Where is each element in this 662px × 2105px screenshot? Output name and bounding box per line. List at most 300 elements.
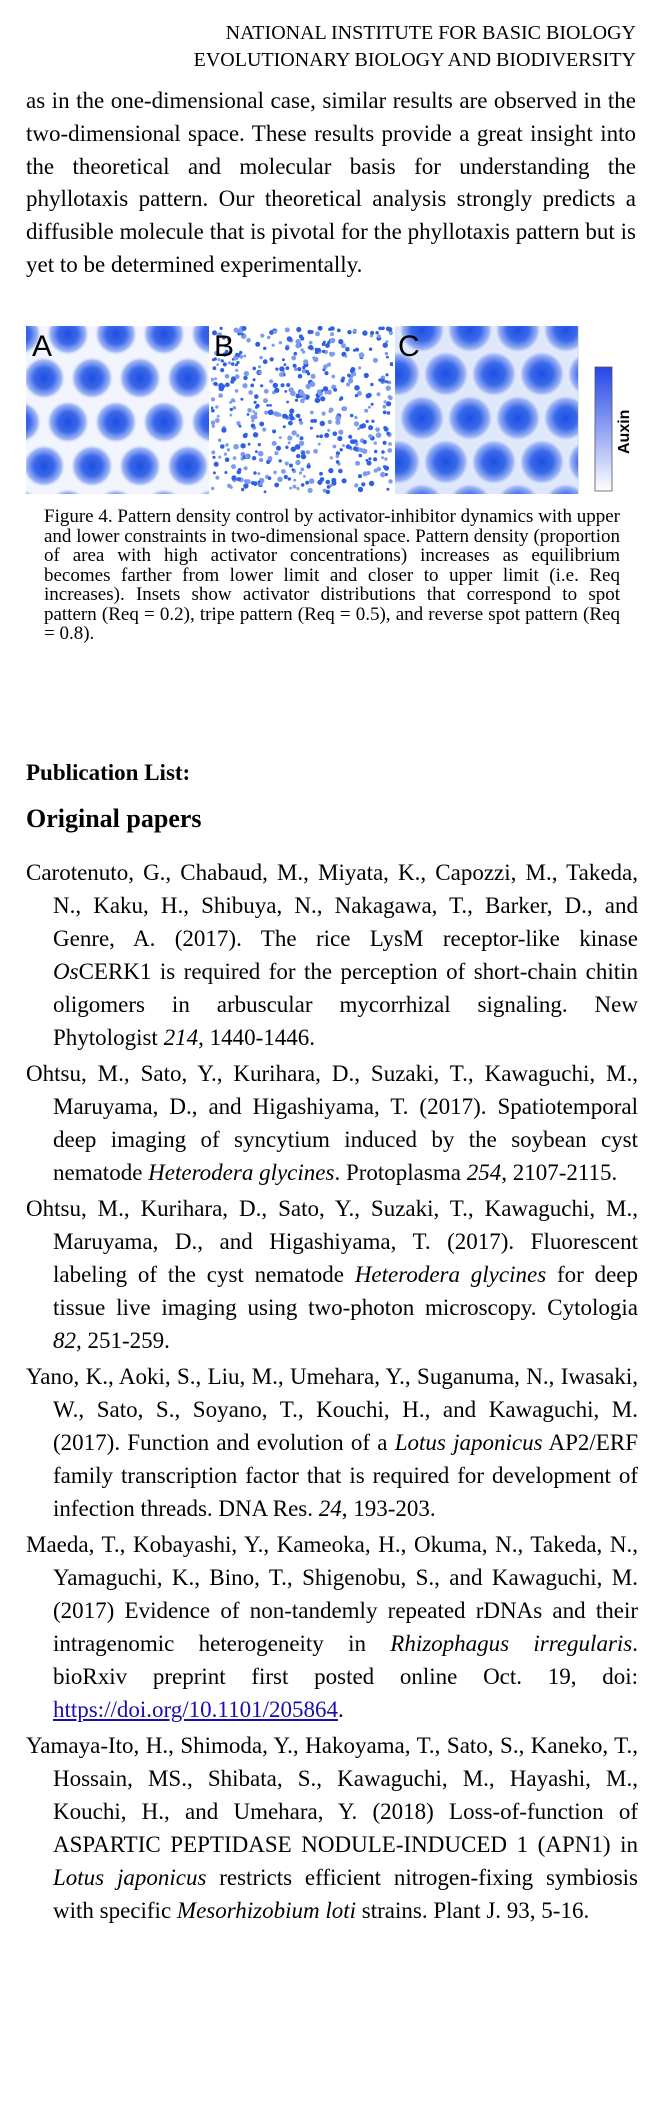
activator-dot	[317, 389, 322, 394]
reference-item: Yamaya-Ito, H., Shimoda, Y., Hakoyama, T., Sato, S., Kaneko, T., Hossain, MS., Shibata, S., Kawaguchi, M., Hayashi, M., Kouchi, H., and Umehara, Y. (2018) Loss-of-function of ASPARTIC PEPTIDASE NODULE-INDUCED 1 (APN1) in Lotus japonicus restricts efficient nitrogen-fixing symbiosis with specific Mesorhizobium loti strains. Plant J. 93, 5-16.	[26, 1733, 638, 1923]
activator-dot	[370, 331, 374, 335]
activator-dot	[270, 357, 274, 361]
activator-dot	[285, 446, 288, 449]
activator-dot	[322, 350, 325, 353]
activator-dot	[292, 468, 295, 471]
publication-list-heading: Publication List:	[26, 760, 191, 785]
activator-dot	[330, 456, 333, 459]
activator-dot	[264, 411, 268, 415]
activator-dot	[242, 383, 247, 388]
activator-dot	[212, 456, 215, 459]
activator-dot	[306, 370, 310, 374]
activator-dot	[346, 444, 351, 449]
activator-dot	[299, 471, 302, 474]
activator-spot	[118, 444, 162, 488]
activator-dot	[308, 330, 312, 334]
activator-dot	[229, 486, 232, 489]
activator-dot	[268, 456, 273, 461]
activator-dot	[235, 369, 238, 372]
activator-dot	[383, 411, 387, 415]
activator-dot	[320, 396, 325, 401]
activator-dot	[235, 353, 239, 357]
activator-dot	[283, 425, 286, 428]
activator-dot	[310, 411, 314, 415]
activator-region	[398, 394, 446, 442]
activator-dot	[383, 465, 386, 468]
panel-b-stripe-pattern	[210, 326, 394, 494]
activator-dot	[245, 454, 250, 459]
activator-dot	[300, 337, 304, 341]
activator-dot	[254, 401, 257, 404]
activator-dot	[368, 457, 371, 460]
activator-dot	[242, 326, 247, 331]
activator-dot	[368, 425, 373, 430]
activator-dot	[247, 413, 250, 416]
activator-dot	[317, 480, 322, 485]
activator-dot	[313, 449, 318, 454]
activator-dot	[243, 355, 246, 358]
activator-dot	[296, 434, 299, 437]
activator-dot	[259, 422, 264, 427]
activator-dot	[255, 406, 258, 409]
activator-dot	[295, 399, 298, 402]
activator-dot	[311, 374, 316, 379]
activator-dot	[290, 391, 296, 397]
activator-dot	[385, 352, 388, 355]
activator-dot	[275, 412, 280, 417]
activator-dot	[387, 411, 390, 414]
activator-dot	[342, 406, 347, 411]
activator-dot	[341, 343, 346, 348]
activator-dot	[288, 441, 291, 444]
activator-dot	[298, 374, 303, 379]
activator-dot	[248, 390, 253, 395]
colorbar-label: Auxin	[616, 409, 633, 454]
activator-dot	[315, 348, 319, 352]
activator-dot	[272, 344, 275, 347]
activator-dot	[347, 330, 351, 334]
activator-dot	[301, 483, 305, 487]
activator-dot	[340, 396, 344, 400]
activator-dot	[255, 450, 258, 453]
activator-dot	[289, 408, 294, 413]
activator-dot	[211, 420, 216, 425]
reference-item: Ohtsu, M., Sato, Y., Kurihara, D., Suzaki, T., Kawaguchi, M., Maruyama, D., and Higashiyama, T. (2017). Spatiotemporal deep imaging of syncytium induced by the soybean cyst nematode Heterodera glycines. Protoplasma 254, 2107-2115.	[26, 1061, 638, 1185]
figure-caption: Figure 4. Pattern density control by activator-inhibitor dynamics with upper and lower constraints in two-dimensional space. Pattern density (proportion of area with high activator concentrations) increases as equilibrium becomes farther from lower limit and closer to upper limit (i.e. Req increases). Insets show activator distributions that correspond to spot pattern (Req = 0.2), tripe pattern (Req = 0.5), and reverse spot pattern (Req = 0.8).	[44, 506, 620, 644]
activator-dot	[244, 479, 248, 483]
activator-dot	[273, 471, 277, 475]
activator-dot	[309, 478, 315, 484]
activator-dot	[293, 479, 296, 482]
activator-dot	[285, 461, 289, 465]
activator-dot	[338, 339, 343, 344]
activator-dot	[350, 414, 354, 418]
activator-dot	[333, 388, 337, 392]
activator-dot	[322, 343, 326, 347]
activator-dot	[364, 409, 368, 413]
activator-dot	[354, 421, 359, 426]
activator-dot	[380, 472, 385, 477]
activator-dot	[367, 393, 372, 398]
activator-dot	[362, 330, 367, 335]
activator-dot	[381, 456, 384, 459]
activator-dot	[235, 389, 239, 393]
activator-dot	[277, 477, 282, 482]
activator-region	[422, 438, 470, 486]
activator-dot	[358, 366, 361, 369]
activator-region	[470, 438, 518, 486]
activator-dot	[386, 432, 390, 436]
activator-dot	[374, 469, 378, 473]
activator-dot	[316, 435, 319, 438]
activator-dot	[243, 376, 247, 380]
auxin-colorbar	[595, 367, 612, 491]
activator-dot	[385, 373, 388, 376]
activator-dot	[264, 389, 269, 394]
activator-dot	[387, 448, 392, 453]
activator-region	[518, 438, 566, 486]
activator-dot	[347, 374, 351, 378]
activator-dot	[386, 380, 389, 383]
activator-dot	[240, 443, 245, 448]
reference-item: Carotenuto, G., Chabaud, M., Miyata, K., Capozzi, M., Takeda, N., Kaku, H., Shibuya, N., Nakagawa, T., Barker, D., and Genre, A. (2017). The rice LysM receptor-like kinase OsCERK1 is required for the perception of short-chain chitin oligomers in arbuscular mycorrhizal signaling. New Phytologist 214, 1440-1446.	[26, 860, 638, 1050]
activator-dot	[218, 383, 224, 389]
activator-dot	[233, 444, 239, 450]
activator-dot	[326, 480, 331, 485]
activator-dot	[252, 456, 256, 460]
activator-dot	[340, 448, 343, 451]
activator-region	[422, 350, 470, 398]
activator-dot	[319, 434, 323, 438]
activator-dot	[233, 456, 237, 460]
activator-dot	[213, 471, 216, 474]
activator-spot	[166, 444, 210, 488]
activator-dot	[255, 342, 260, 347]
activator-dot	[214, 462, 219, 467]
activator-spot	[118, 356, 162, 400]
activator-dot	[376, 432, 382, 438]
activator-dot	[253, 471, 256, 474]
activator-dot	[225, 374, 230, 379]
activator-dot	[383, 405, 387, 409]
activator-dot	[326, 490, 330, 494]
activator-dot	[215, 418, 220, 423]
activator-dot	[354, 447, 358, 451]
activator-dot	[345, 347, 350, 352]
activator-dot	[253, 432, 258, 437]
activator-dot	[234, 328, 239, 333]
activator-dot	[301, 451, 305, 455]
activator-dot	[371, 420, 374, 423]
activator-dot	[330, 332, 334, 336]
activator-dot	[294, 367, 298, 371]
activator-dot	[279, 372, 284, 377]
activator-dot	[359, 454, 363, 458]
activator-dot	[384, 400, 387, 403]
activator-dot	[355, 461, 360, 466]
activator-dot	[276, 446, 281, 451]
header-division: EVOLUTIONARY BIOLOGY AND BIODIVERSITY	[193, 49, 636, 71]
activator-dot	[384, 427, 389, 432]
activator-dot	[375, 331, 378, 334]
activator-dot	[274, 388, 279, 393]
activator-dot	[225, 443, 229, 447]
activator-dot	[294, 352, 298, 356]
activator-dot	[322, 412, 326, 416]
activator-dot	[220, 368, 224, 372]
activator-dot	[361, 423, 366, 428]
activator-dot	[212, 425, 215, 428]
activator-dot	[239, 425, 242, 428]
activator-dot	[302, 350, 305, 353]
activator-dot	[336, 455, 340, 459]
activator-dot	[251, 424, 255, 428]
activator-dot	[253, 378, 256, 381]
activator-dot	[296, 414, 300, 418]
activator-dot	[230, 408, 233, 411]
activator-dot	[272, 429, 276, 433]
activator-dot	[381, 450, 385, 454]
activator-dot	[336, 460, 340, 464]
activator-dot	[289, 413, 293, 417]
activator-region	[446, 394, 494, 442]
activator-dot	[281, 469, 286, 474]
reference-item: Yano, K., Aoki, S., Liu, M., Umehara, Y., Suganuma, N., Iwasaki, W., Sato, S., Soyano, T., Kouchi, H., and Kawaguchi, M. (2017). Function and evolution of a Lotus japonicus AP2/ERF family transcription factor that is required for development of infection threads. DNA Res. 24, 193-203.	[26, 1364, 638, 1521]
activator-dot	[218, 393, 223, 398]
activator-dot	[383, 343, 388, 348]
activator-dot	[273, 383, 278, 388]
activator-dot	[286, 401, 289, 404]
activator-dot	[359, 352, 365, 358]
activator-dot	[363, 440, 367, 444]
activator-dot	[244, 371, 249, 376]
activator-dot	[289, 487, 292, 490]
activator-dot	[297, 367, 301, 371]
reference-list	[26, 856, 638, 1930]
activator-dot	[215, 476, 219, 480]
activator-dot	[260, 384, 263, 387]
header-institute: NATIONAL INSTITUTE FOR BASIC BIOLOGY	[225, 22, 636, 44]
activator-dot	[354, 483, 358, 487]
activator-dot	[386, 401, 391, 406]
activator-dot	[369, 481, 374, 486]
activator-dot	[267, 336, 270, 339]
activator-dot	[361, 482, 365, 486]
activator-dot	[257, 472, 260, 475]
activator-dot	[328, 420, 332, 424]
activator-dot	[247, 408, 252, 413]
activator-dot	[289, 464, 293, 468]
activator-dot	[355, 348, 359, 352]
reference-item: Ohtsu, M., Kurihara, D., Sato, Y., Suzaki, T., Kawaguchi, M., Maruyama, D., and Higashiyama, T. (2017). Fluorescent labeling of the cyst nematode Heterodera glycines for deep tissue live imaging using two-photon microscopy. Cytologia 82, 251-259.	[26, 1196, 638, 1353]
activator-dot	[235, 374, 240, 379]
activator-dot	[213, 366, 217, 370]
activator-dot	[231, 398, 235, 402]
activator-spot	[94, 400, 138, 444]
activator-dot	[227, 448, 230, 451]
activator-dot	[279, 459, 282, 462]
activator-dot	[342, 377, 346, 381]
activator-dot	[315, 398, 321, 404]
activator-dot	[306, 384, 311, 389]
activator-dot	[291, 430, 296, 435]
doi-link[interactable]: https://doi.org/10.1101/205864	[53, 1697, 338, 1722]
activator-dot	[213, 382, 217, 386]
activator-dot	[323, 386, 328, 391]
activator-dot	[279, 341, 282, 344]
activator-dot	[258, 451, 264, 457]
activator-dot	[262, 428, 266, 432]
activator-dot	[260, 334, 264, 338]
activator-dot	[355, 443, 358, 446]
activator-dot	[373, 358, 378, 363]
activator-spot	[70, 444, 114, 488]
activator-dot	[335, 415, 341, 421]
activator-dot	[244, 466, 248, 470]
activator-dot	[357, 391, 362, 396]
activator-dot	[288, 421, 293, 426]
activator-dot	[374, 450, 377, 453]
activator-dot	[284, 475, 288, 479]
activator-dot	[319, 472, 323, 476]
activator-dot	[279, 366, 284, 371]
activator-dot	[368, 406, 371, 409]
activator-dot	[237, 470, 241, 474]
activator-dot	[252, 367, 256, 371]
activator-dot	[330, 353, 334, 357]
activator-dot	[300, 468, 304, 472]
activator-dot	[269, 379, 273, 383]
activator-dot	[388, 327, 393, 332]
activator-dot	[302, 366, 305, 369]
activator-dot	[214, 377, 217, 380]
activator-dot	[366, 420, 369, 423]
activator-dot	[264, 490, 267, 493]
activator-dot	[258, 365, 261, 368]
activator-dot	[377, 334, 381, 338]
activator-dot	[239, 355, 243, 359]
activator-dot	[291, 356, 296, 361]
activator-dot	[378, 327, 382, 331]
activator-dot	[224, 453, 227, 456]
activator-dot	[377, 392, 381, 396]
activator-dot	[251, 419, 254, 422]
activator-dot	[303, 475, 306, 478]
activator-dot	[369, 348, 372, 351]
activator-dot	[308, 345, 313, 350]
activator-dot	[324, 371, 328, 375]
activator-dot	[269, 404, 272, 407]
activator-dot	[241, 488, 244, 491]
activator-dot	[259, 356, 263, 360]
activator-dot	[300, 436, 304, 440]
activator-dot	[231, 464, 236, 469]
activator-dot	[324, 433, 329, 438]
activator-dot	[329, 470, 332, 473]
activator-dot	[288, 477, 291, 480]
activator-dot	[309, 341, 313, 345]
activator-dot	[295, 460, 300, 465]
activator-region	[518, 350, 566, 398]
activator-dot	[331, 375, 335, 379]
activator-dot	[244, 433, 248, 437]
panel-label-a: A	[32, 330, 53, 363]
activator-dot	[248, 443, 251, 446]
activator-spot	[70, 356, 114, 400]
activator-dot	[233, 406, 237, 410]
activator-dot	[313, 357, 318, 362]
activator-dot	[254, 394, 259, 399]
activator-dot	[224, 471, 227, 474]
activator-dot	[268, 410, 273, 415]
activator-dot	[338, 430, 343, 435]
activator-dot	[318, 443, 321, 446]
activator-spot	[46, 400, 90, 444]
activator-dot	[251, 481, 255, 485]
activator-dot	[293, 485, 297, 489]
activator-dot	[239, 351, 242, 354]
activator-dot	[306, 450, 310, 454]
activator-dot	[246, 338, 251, 343]
activator-dot	[296, 454, 300, 458]
activator-dot	[282, 358, 285, 361]
activator-dot	[388, 479, 392, 483]
activator-dot	[306, 464, 310, 468]
activator-spot	[166, 356, 210, 400]
activator-dot	[365, 459, 368, 462]
activator-dot	[229, 414, 232, 417]
activator-dot	[371, 403, 374, 406]
activator-dot	[358, 474, 362, 478]
activator-dot	[281, 383, 285, 387]
activator-dot	[259, 482, 263, 486]
activator-dot	[337, 436, 342, 441]
reference-item: Maeda, T., Kobayashi, Y., Kameoka, H., Okuma, N., Takeda, N., Yamaguchi, K., Bino, T., Shigenobu, S., and Kawaguchi, M. (2017) Evidence of non-tandemly repeated rDNAs and their intragenomic heterogeneity in Rhizophagus irregularis. bioRxiv preprint first posted online Oct. 19, doi: https://doi.org/10.1101/205864.	[26, 1532, 638, 1722]
activator-dot	[285, 346, 289, 350]
activator-dot	[274, 451, 278, 455]
activator-dot	[236, 361, 239, 364]
activator-dot	[384, 457, 387, 460]
activator-dot	[329, 484, 332, 487]
activator-dot	[327, 429, 330, 432]
activator-dot	[296, 487, 299, 490]
activator-dot	[366, 471, 370, 475]
activator-dot	[220, 444, 225, 449]
activator-dot	[308, 488, 313, 493]
activator-dot	[383, 441, 387, 445]
activator-region	[542, 394, 590, 442]
activator-dot	[358, 487, 363, 492]
activator-dot	[299, 421, 303, 425]
activator-dot	[259, 458, 263, 462]
activator-dot	[237, 477, 241, 481]
activator-dot	[216, 363, 219, 366]
activator-dot	[373, 457, 377, 461]
activator-dot	[342, 444, 345, 447]
activator-dot	[386, 488, 389, 491]
activator-dot	[258, 371, 261, 374]
activator-dot	[313, 419, 317, 423]
activator-dot	[333, 445, 337, 449]
activator-dot	[337, 329, 341, 333]
activator-dot	[225, 457, 230, 462]
activator-dot	[348, 435, 352, 439]
activator-dot	[354, 385, 360, 391]
activator-dot	[274, 483, 279, 488]
activator-dot	[303, 397, 306, 400]
activator-dot	[286, 383, 290, 387]
activator-dot	[284, 390, 287, 393]
